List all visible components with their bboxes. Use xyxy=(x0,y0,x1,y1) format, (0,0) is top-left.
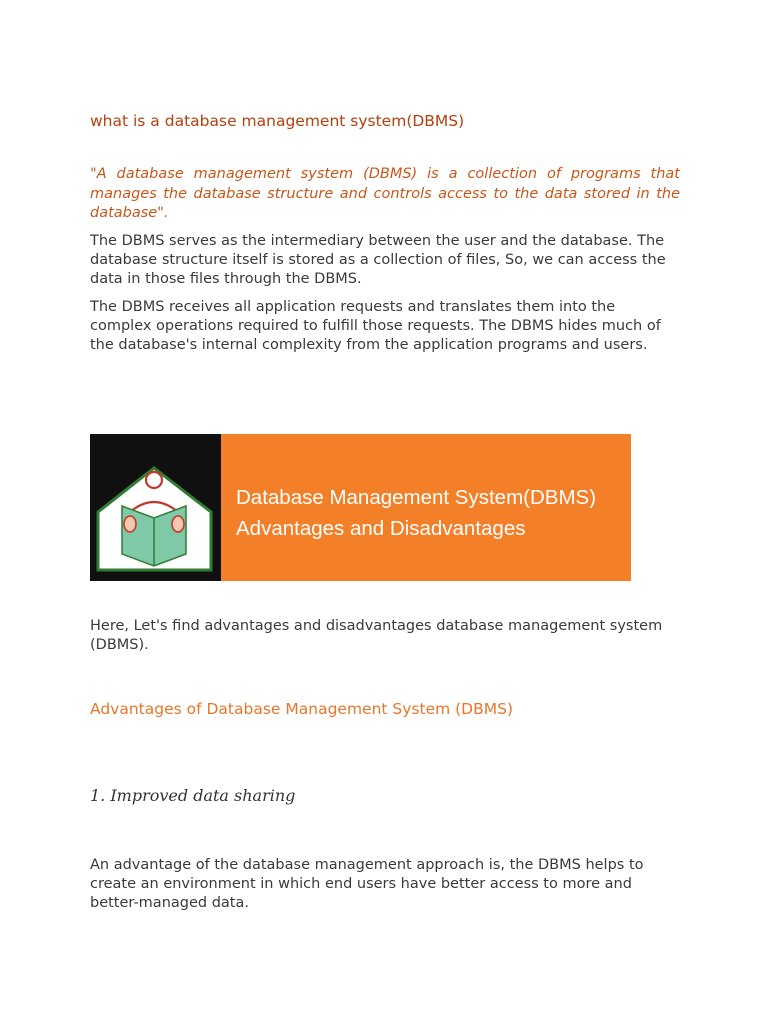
banner-title-panel xyxy=(221,434,631,581)
paragraph-requests: The DBMS receives all application requests and translates them into the complex operations required to fulfill those requests. The DBMS hides much of the database's internal complexity from the application programs and users. xyxy=(90,299,661,353)
definition-quote: "A database management system (DBMS) is a collection of programs that manages the database structure and controls access to the data stored in the database". xyxy=(90,166,680,221)
intro-paragraph: Here, Let's find advantages and disadvantages database management system (DBMS). xyxy=(90,618,663,653)
banner-title xyxy=(236,482,596,544)
advantage-1-text: An advantage of the database management approach is, the DBMS helps to create an environment in which end users have better access to more and better-managed data. xyxy=(90,857,644,911)
reader-house-icon xyxy=(92,462,217,576)
banner-title-line-2: Advantages and Disadvantages xyxy=(236,517,526,540)
advantages-heading: Advantages of Database Management System (DBMS) xyxy=(90,700,514,718)
advantage-1-title: 1. Improved data sharing xyxy=(90,786,296,805)
section-heading: what is a database management system(DBMS) xyxy=(90,112,465,130)
paragraph-intermediary: The DBMS serves as the intermediary between the user and the database. The database structure itself is stored as a collection of files, So, we can access the data in those files through the DBMS. xyxy=(90,233,666,287)
banner-title-line-1: Database Management System(DBMS) xyxy=(236,486,597,509)
banner-image xyxy=(90,434,631,581)
